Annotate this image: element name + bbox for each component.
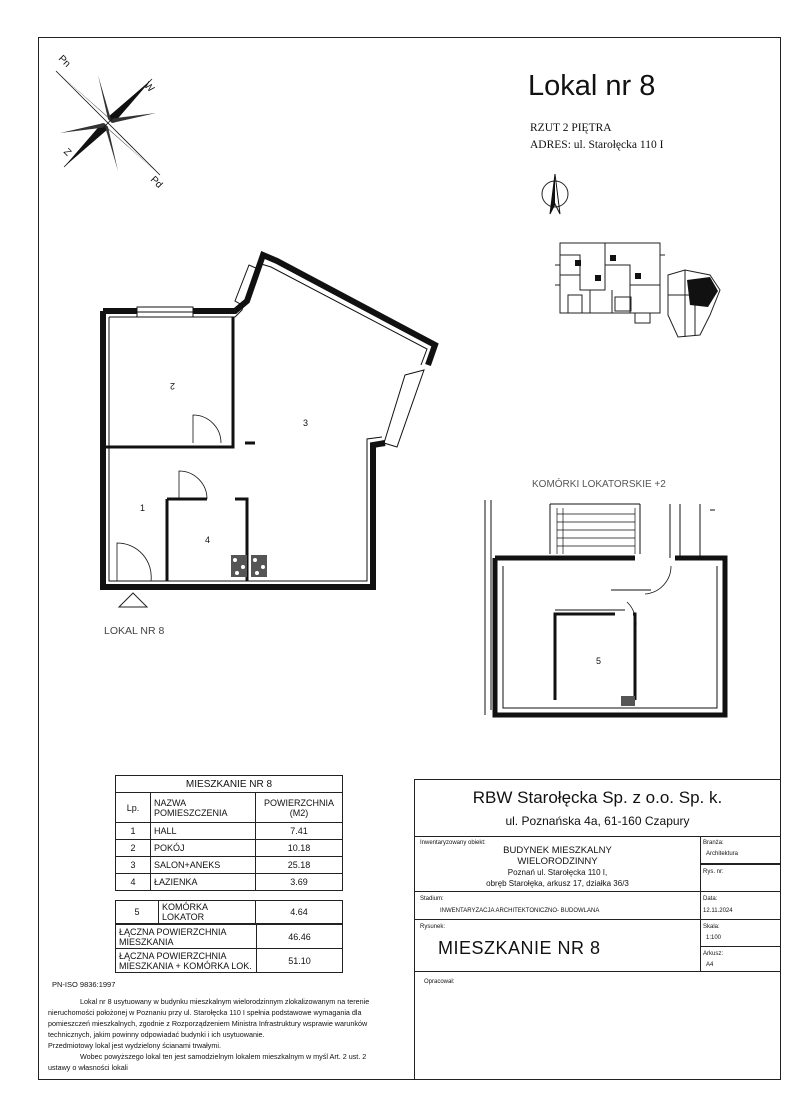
col-name: NAZWA POMIESZCZENIA <box>151 793 256 823</box>
col-lp: Lp. <box>116 793 151 823</box>
address-label: ADRES: ul. Starołęcka 110 I <box>530 139 664 151</box>
branza-label: Branża: <box>703 840 724 846</box>
room-label-1: 1 <box>140 503 146 513</box>
table-row: ŁĄCZNA POWIERZCHNIA MIESZKANIA + KOMÓRKA LOK. 51.10 <box>116 949 343 973</box>
storage-plan <box>475 490 745 730</box>
floor-plan <box>95 245 445 615</box>
floor-label: RZUT 2 PIĘTRA <box>530 122 612 134</box>
skala-label: Skala: <box>703 924 720 930</box>
compass-rose-icon <box>50 55 180 190</box>
table-row: 3 SALON+ANEKS 25.18 <box>116 857 343 874</box>
data-label: Data: <box>703 896 718 902</box>
room-label-5: 5 <box>596 656 602 666</box>
room-label-4: 4 <box>205 535 211 545</box>
north-arrow-icon <box>538 172 572 218</box>
skala-value: 1:100 <box>706 935 722 941</box>
key-plan <box>550 235 725 350</box>
col-area: POWIERZCHNIA (M2) <box>256 793 343 823</box>
company-name: RBW Starołęcka Sp. z o.o. Sp. k. <box>472 788 723 807</box>
table-row: ŁĄCZNA POWIERZCHNIA MIESZKANIA 46.46 <box>116 925 343 949</box>
table-header: MIESZKANIE NR 8 <box>116 776 343 793</box>
data-value: 12.11.2024 <box>703 908 733 914</box>
storage-title: KOMÓRKI LOKATORSKIE +2 <box>532 479 666 490</box>
compass-pn: Pn <box>55 53 73 70</box>
arkusz-value: A4 <box>706 962 714 968</box>
company-address: ul. Poznańska 4a, 61-160 Czapury <box>505 814 690 828</box>
compass-w: W <box>141 80 156 95</box>
opracowal-label: Opracował: <box>424 979 455 985</box>
compass-pd: Pd <box>147 174 165 191</box>
object-description: BUDYNEK MIESZKALNY WIELORODZINNY Poznań ul. Starołęcka 110 I, obręb Starołęka, arkusz 17, działka 36/3 <box>486 845 629 888</box>
arkusz-label: Arkusz: <box>703 951 724 957</box>
room-label-2: 2 <box>170 381 176 391</box>
table-row: 5 KOMÓRKA LOKATOR 4.64 <box>116 901 343 924</box>
table-row: 4 ŁAZIENKA 3.69 <box>116 874 343 891</box>
table-row: 2 POKÓJ 10.18 <box>116 840 343 857</box>
page-title: Lokal nr 8 <box>528 70 656 102</box>
standard-label: PN-ISO 9836:1997 <box>52 980 116 989</box>
notes-block: Lokal nr 8 usytuowany w budynku mieszkalnym wielorodzinnym zlokalizowanym na terenie nieruchomości położonej w Poznaniu przy ul. Starołęcka 110 I spełnia podstawowe wymagania dla pomieszczeń mieszkalnych, zgodnie z Rozporządzeniem Ministra Infrastruktury wsprawie warunków technicznych, jakim powinny odpowiadać budynki i ich usytuowanie. Przedmiotowy lokal jest wydzielony ścianami trwałymi. Wobec powyższego lokal ten jest samodzielnym lokalem mieszkalnym w myśl Art. 2 ust. 2 ustawy o własności lokali <box>48 997 370 1072</box>
room-label-3: 3 <box>303 418 309 428</box>
table-row: 1 HALL 7.41 <box>116 823 343 840</box>
stadium-value: INWENTARYZACJA ARCHITEKTONICZNO- BUDOWLANA <box>440 908 600 914</box>
drawing-name: MIESZKANIE NR 8 <box>438 938 601 958</box>
entry-label: LOKAL NR 8 <box>104 625 165 637</box>
rys-nr-label: Rys. nr: <box>703 869 724 875</box>
obj-label: Inwentaryzowany obiekt: <box>420 840 486 846</box>
branza-value: Architektura <box>706 851 739 857</box>
totals-table <box>115 924 343 973</box>
rysunek-label: Rysunek: <box>420 924 446 930</box>
storage-table <box>115 900 343 924</box>
stadium-label: Stadium: <box>420 896 444 902</box>
areas-table <box>115 775 343 891</box>
compass-z: Z <box>61 146 74 159</box>
